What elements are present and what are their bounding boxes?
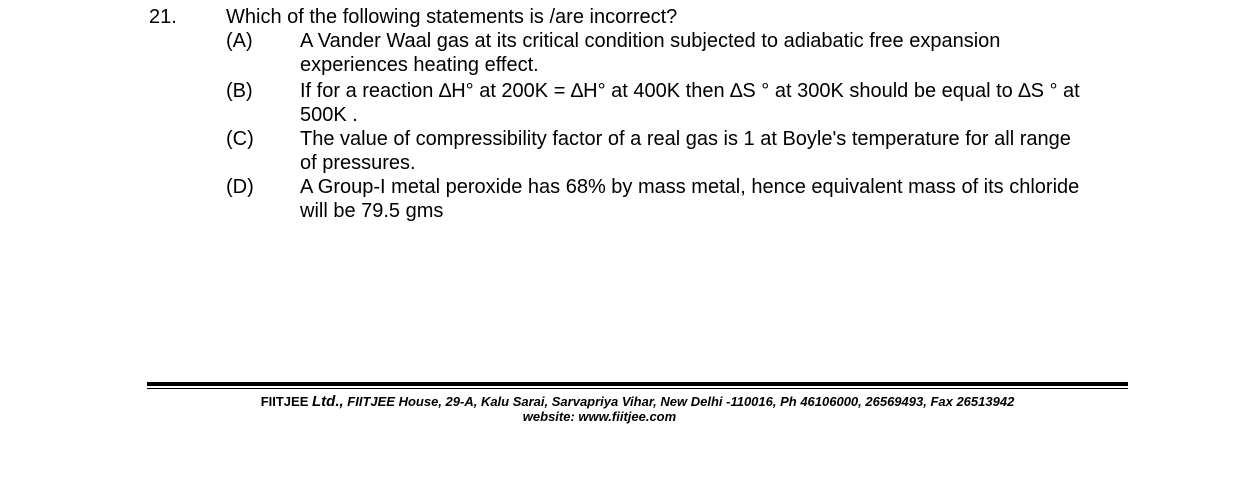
question-text: Which of the following statements is /are incorrect? [226,6,678,28]
option-text-line: will be 79.5 gms [300,200,444,222]
option-text [300,175,1130,223]
footer-brand: FIITJEE [260,394,309,409]
option-text-line: If for a reaction ∆H° at 200K = ∆H° at 400K then ∆S ° at 300K should be equal to ∆S ° at [300,80,1080,102]
option-text-line: The value of compressibility factor of a real gas is 1 at Boyle's temperature for all range [300,128,1071,150]
footer-website: website: www.fiitjee.com [522,409,677,424]
footer-address-text: FIITJEE House, 29-A, Kalu Sarai, Sarvapriya Vihar, New Delhi -110016, Ph 46106000, 26569493, Fax 26513942 [347,394,1015,409]
option-text [300,29,1130,77]
option-text-line: A Vander Waal gas at its critical condition subjected to adiabatic free expansion [300,30,1001,52]
option-text [300,79,1130,127]
option-text-line: experiences heating effect. [300,54,539,76]
option-label: (D) [226,176,254,198]
option-text [300,127,1130,175]
footer-ltd: Ltd., [312,393,344,410]
footer-address [147,394,1128,410]
option-label: (A) [226,30,253,52]
question-number: 21. [149,6,177,28]
option-label: (B) [226,80,253,102]
footer-divider-thin [147,388,1128,389]
option-text-line: of pressures. [300,152,416,174]
option-text-line: 500K . [300,104,358,126]
option-text-line: A Group-I metal peroxide has 68% by mass metal, hence equivalent mass of its chloride [300,176,1080,198]
option-label: (C) [226,128,254,150]
footer-divider-thick [147,382,1128,386]
